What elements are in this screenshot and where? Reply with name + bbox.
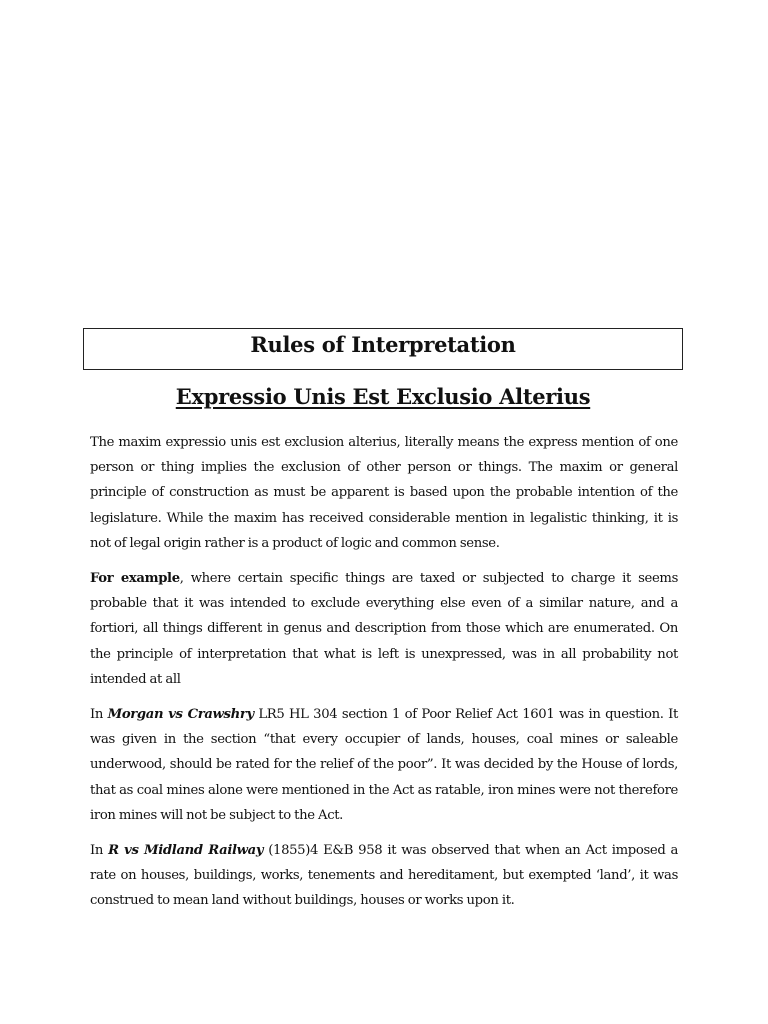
paragraph-2-text: , where certain specific things are taxed or subjected to charge it seems probable that it was intended to exclude everything else even of a similar nature, and a fortiori, all things different in genus and description from those which are enumerated. On the principle of interpretation that what is left is unexpressed, was in all probability not intended at all [90, 571, 678, 687]
page-subtitle: Expressio Unis Est Exclusio Alterius [175, 384, 591, 409]
paragraph-3-text: LR5 HL 304 section 1 of Poor Relief Act 1601 was in question. It was given in the section “that every occupier of lands, houses, coal mines or saleable underwood, should be rated for the relief of the poor”. It was decided by the House of lords, that as coal mines alone were mentioned in the Act as ratable, iron mines were not therefore iron mines will not be subject to the Act. [90, 707, 678, 823]
paragraph-2-lead: For example [90, 571, 180, 587]
case-name-midland: R vs Midland Railway [108, 843, 264, 859]
paragraph-3-prefix: In [90, 707, 108, 723]
paragraph-1-text: The maxim expressio unis est exclusion alterius, literally means the express mention of one person or thing implies the exclusion of other person or things. The maxim or general principle of construction as must be apparent is based upon the probable intention of the legislature. While the maxim has received considerable mention in legalistic thinking, it is not of legal origin rather is a product of logic and common sense. [90, 435, 678, 551]
paragraph-1 [90, 430, 678, 556]
title-box [83, 328, 683, 370]
paragraph-4-prefix: In [90, 843, 109, 859]
paragraph-2 [90, 566, 678, 692]
paragraph-3 [90, 702, 678, 828]
case-name-morgan: Morgan vs Crawshry [107, 707, 254, 723]
document-body [90, 430, 678, 924]
paragraph-4-text: (1855)4 E&B 958 it was observed that when an Act imposed a rate on houses, buildings, works, tenements and hereditament, but exempted ‘land’, it was construed to mean land without buildings, houses or works upon it. [90, 843, 678, 909]
page-title: Rules of Interpretation [250, 332, 516, 357]
paragraph-4 [90, 838, 678, 914]
